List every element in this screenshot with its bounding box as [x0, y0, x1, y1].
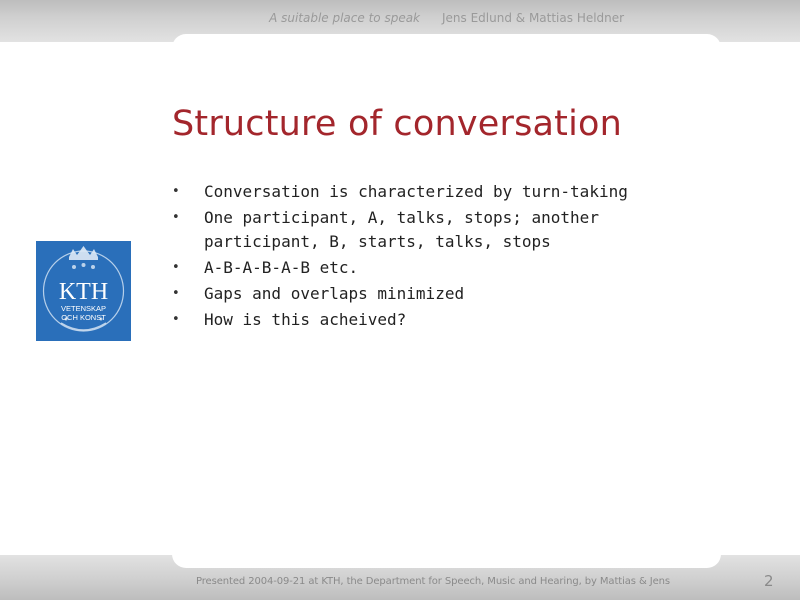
crown-icon — [69, 246, 98, 260]
bullet-dot-icon: • — [172, 312, 180, 327]
logo-kth-text: KTH — [58, 279, 109, 305]
bullet-dot-icon: • — [172, 184, 180, 199]
bullet-text: Gaps and overlaps minimized — [204, 284, 465, 303]
header-left-text: A suitable place to speak — [269, 11, 420, 25]
bullet-text: Conversation is characterized by turn-taking — [204, 182, 628, 201]
kth-logo — [36, 241, 131, 341]
bullet-item — [170, 256, 715, 280]
bullet-item — [170, 308, 715, 332]
bullet-dot-icon: • — [172, 210, 180, 225]
bullet-text: How is this acheived? — [204, 310, 407, 329]
kth-logo-graphic — [36, 241, 131, 341]
bullet-dot-icon: • — [172, 286, 180, 301]
footer-text: Presented 2004-09-21 at KTH, the Department for Speech, Music and Hearing, by Mattias & Jens — [196, 576, 671, 587]
bullet-item — [170, 206, 715, 254]
slide-title: Structure of conversation — [172, 104, 623, 144]
bullet-list — [170, 180, 715, 334]
page-number: 2 — [764, 572, 774, 590]
bullet-text: A-B-A-B-A-B etc. — [204, 258, 359, 277]
bullet-text: One participant, A, talks, stops; another participant, B, starts, talks, stops — [204, 208, 599, 251]
header-right-text: Jens Edlund & Mattias Heldner — [442, 11, 625, 25]
bullet-item — [170, 180, 715, 204]
bullet-dot-icon: • — [172, 260, 180, 275]
logo-line2-text: VETENSKAP — [60, 304, 107, 313]
logo-line3-text: OCH KONST — [61, 313, 106, 322]
bullet-item — [170, 282, 715, 306]
